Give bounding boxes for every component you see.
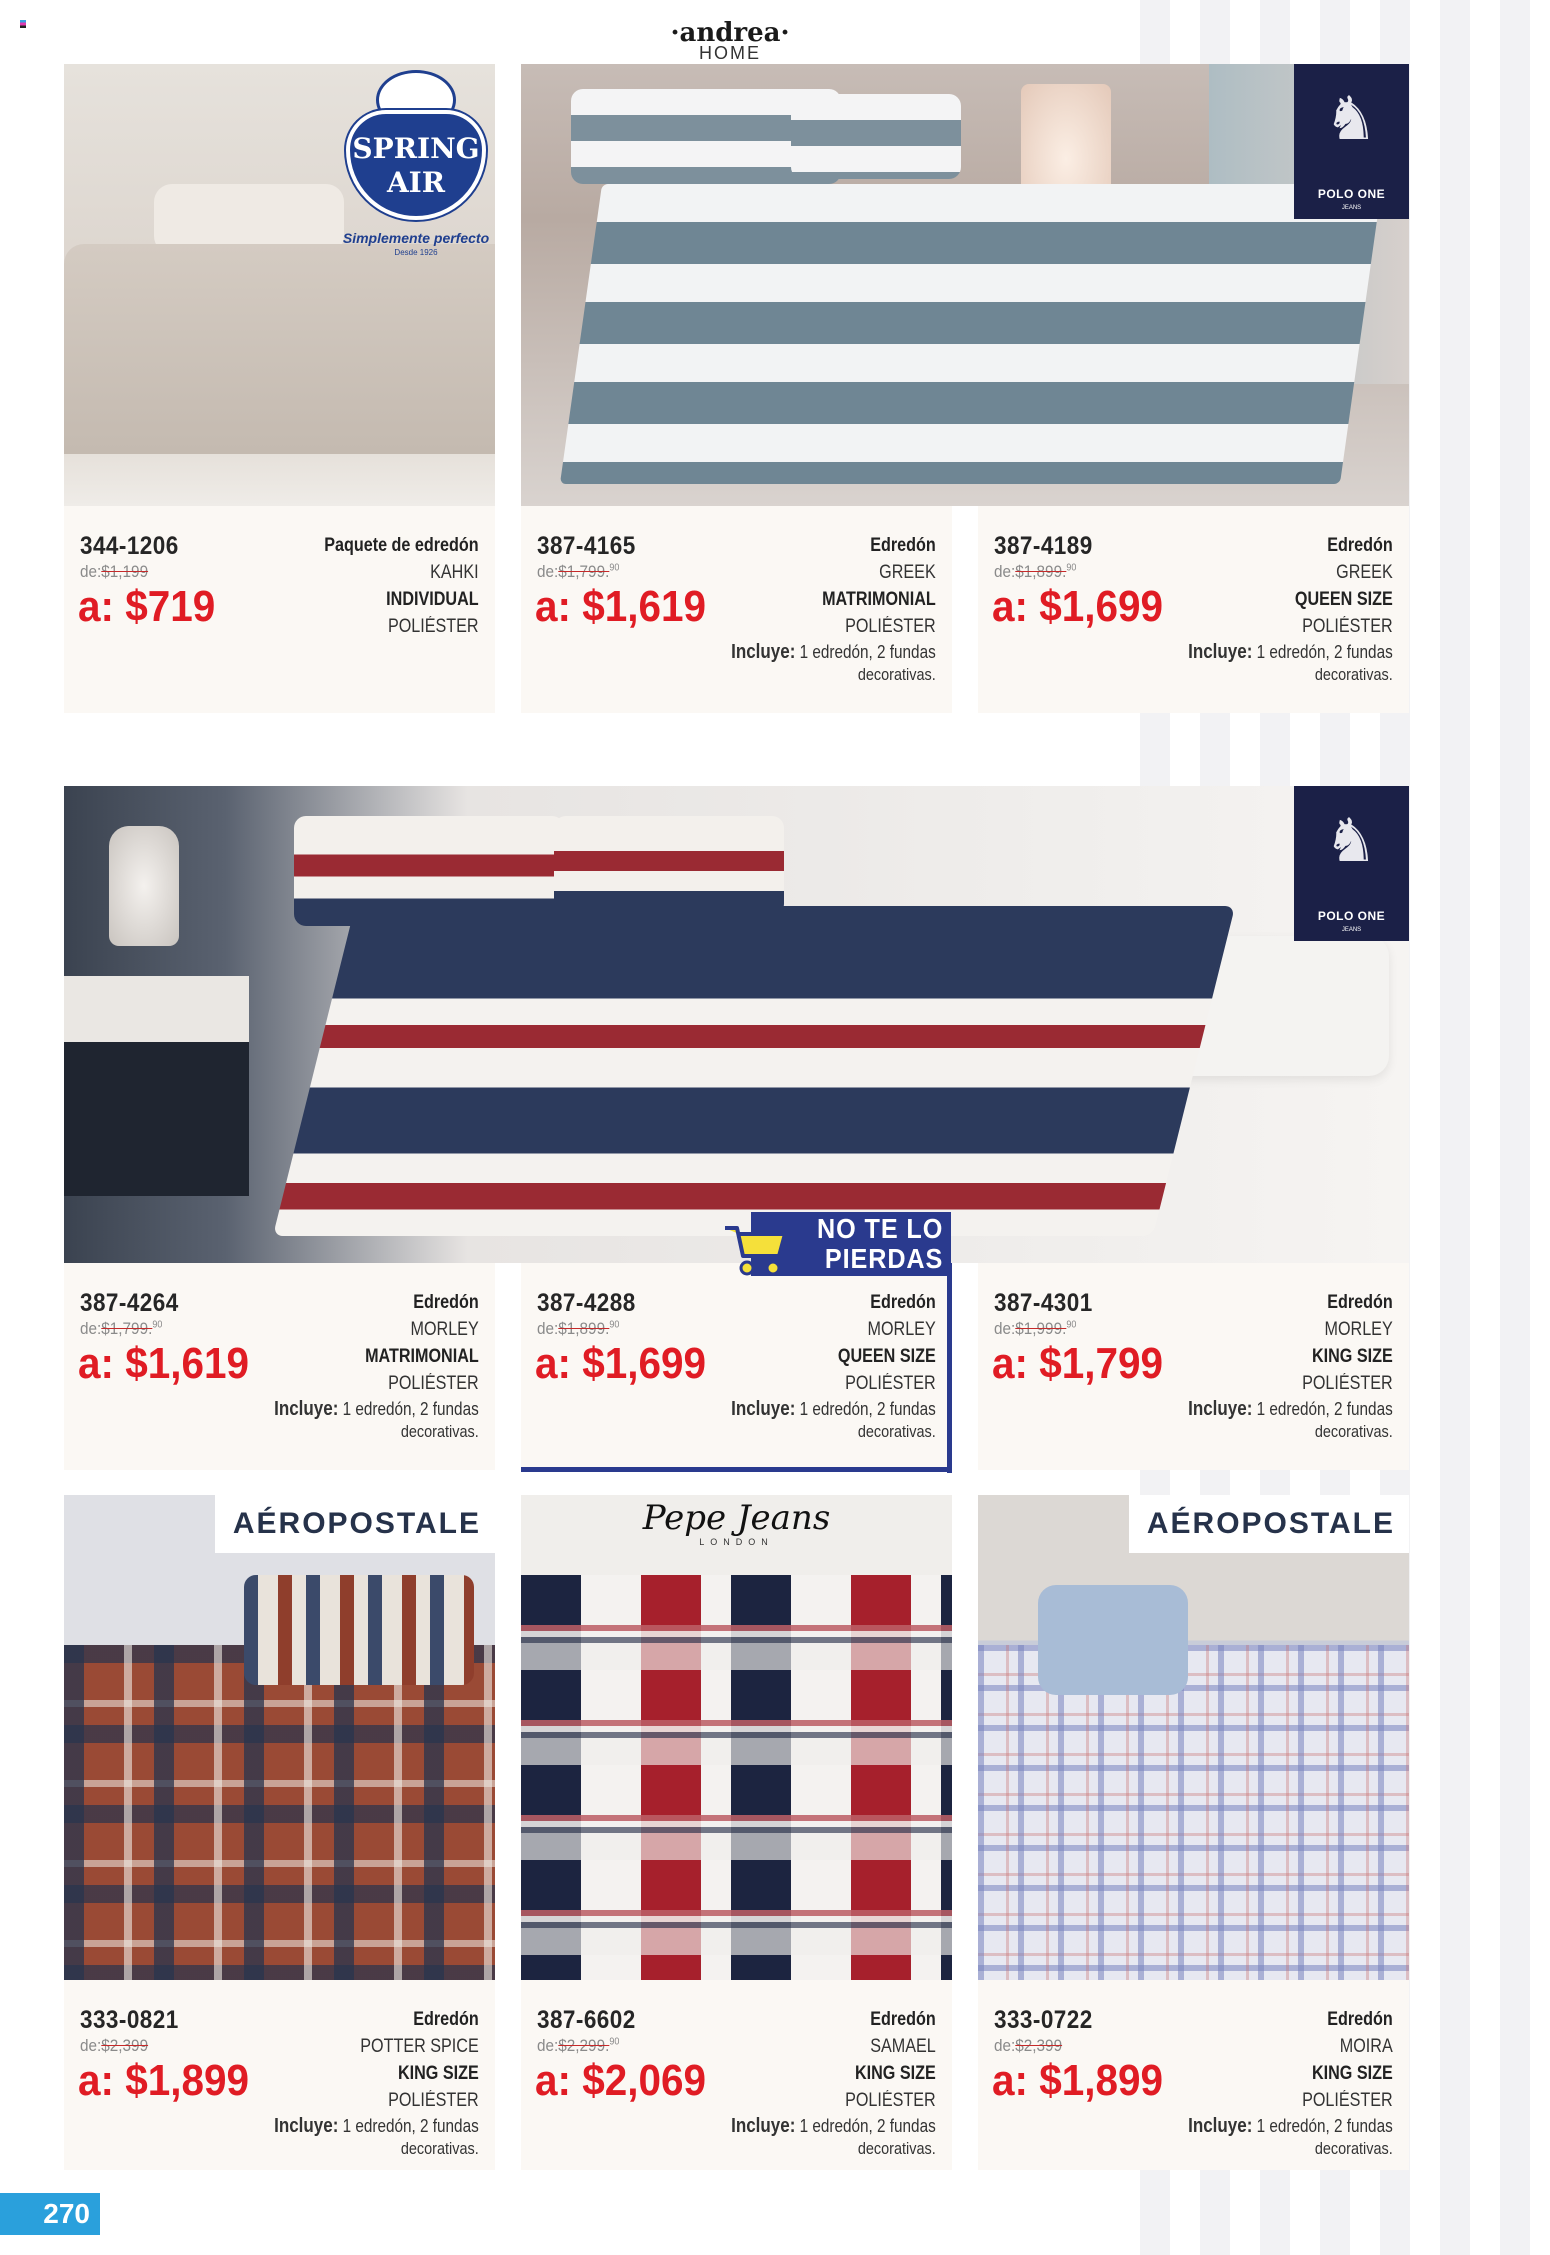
sale-price: a: $1,619 bbox=[535, 582, 707, 631]
polo-horse-icon: ♞ bbox=[1324, 807, 1378, 874]
original-price: de:$1,199 bbox=[80, 562, 149, 581]
original-price: de:$2,399 bbox=[80, 2036, 149, 2055]
sale-price: a: $2,069 bbox=[535, 2056, 707, 2105]
original-price: de:$1,999.90 bbox=[994, 1319, 1077, 1338]
product-sku: 387-4301 bbox=[994, 1289, 1093, 1317]
pillow-shape bbox=[791, 94, 961, 179]
sale-price: a: $719 bbox=[78, 582, 216, 631]
pepe-jeans-name: Pepe Jeans bbox=[642, 1498, 831, 1538]
polo-one-sub: JEANS bbox=[1341, 205, 1362, 211]
sale-price: a: $1,899 bbox=[992, 2056, 1164, 2105]
highlight-border-right bbox=[947, 1263, 952, 1473]
product-description: Edredón SAMAEL KING SIZE POLIÉSTER Incluye: 1 edredón, 2 fundas decorativas. bbox=[731, 2009, 936, 2158]
product-description: Edredón MORLEY KING SIZE POLIÉSTER Incluye: 1 edredón, 2 fundas decorativas. bbox=[1188, 1292, 1393, 1441]
product-card-387-4189[interactable] bbox=[978, 506, 1409, 713]
pepe-jeans-sub: LONDON bbox=[699, 1537, 774, 1547]
patchwork-stripes bbox=[521, 1575, 952, 1980]
lamp-shape bbox=[109, 826, 179, 946]
pillow-shape bbox=[294, 816, 564, 926]
product-image-greek[interactable] bbox=[521, 64, 1409, 506]
pillow-shape bbox=[554, 816, 784, 916]
product-image-moira[interactable] bbox=[978, 1495, 1409, 1980]
product-sku: 333-0821 bbox=[80, 2006, 179, 2034]
sale-price: a: $1,619 bbox=[78, 1339, 250, 1388]
product-image-morley[interactable] bbox=[64, 786, 1409, 1263]
polo-horse-icon: ♞ bbox=[1324, 85, 1378, 152]
product-description: Edredón MOIRA KING SIZE POLIÉSTER Incluye: 1 edredón, 2 fundas decorativas. bbox=[1188, 2009, 1393, 2158]
product-card-344-1206[interactable] bbox=[64, 506, 495, 713]
bedspread-shape bbox=[64, 244, 495, 454]
product-card-333-0722[interactable] bbox=[978, 1980, 1409, 2170]
spring-air-since: Desde 1926 bbox=[394, 248, 438, 257]
aeropostale-logo: AÉROPOSTALE bbox=[215, 1495, 495, 1553]
print-crop-mark bbox=[20, 20, 26, 28]
product-image-samael[interactable] bbox=[521, 1495, 952, 1980]
original-price: de:$2,399 bbox=[994, 2036, 1063, 2055]
aeropostale-logo: AÉROPOSTALE bbox=[1129, 1495, 1409, 1553]
pillow-shape bbox=[1038, 1585, 1188, 1695]
sale-price: a: $1,699 bbox=[992, 582, 1164, 631]
product-description: Paquete de edredón KAHKI INDIVIDUAL POLIÉSTER bbox=[324, 535, 479, 637]
highlight-border-bottom bbox=[521, 1467, 952, 1472]
spring-air-logo bbox=[336, 70, 495, 260]
brand-name: ·andrea· bbox=[670, 18, 790, 48]
polo-one-logo bbox=[1294, 786, 1409, 941]
sale-price: a: $1,899 bbox=[78, 2056, 250, 2105]
polo-one-name: POLO ONE bbox=[1317, 187, 1386, 201]
original-price: de:$1,799.90 bbox=[80, 1319, 163, 1338]
original-price: de:$1,799.90 bbox=[537, 562, 620, 581]
spring-air-tagline: Simplemente perfecto bbox=[342, 230, 490, 246]
plaid-comforter-shape bbox=[978, 1645, 1409, 1980]
andrea-home-logo bbox=[650, 18, 810, 63]
original-price: de:$2,299.90 bbox=[537, 2036, 620, 2055]
sale-price: a: $1,799 bbox=[992, 1339, 1164, 1388]
product-description: Edredón GREEK MATRIMONIAL POLIÉSTER Incluye: 1 edredón, 2 fundas decorativas. bbox=[731, 535, 936, 684]
original-price: de:$1,899.90 bbox=[994, 562, 1077, 581]
product-image-kahki[interactable] bbox=[64, 64, 495, 506]
pepe-jeans-logo bbox=[521, 1499, 952, 1547]
product-sku: 387-4264 bbox=[80, 1289, 179, 1317]
spring-air-word2: AIR bbox=[386, 166, 446, 199]
product-card-387-4288[interactable] bbox=[521, 1263, 952, 1470]
product-sku: 387-4165 bbox=[537, 532, 636, 560]
no-te-lo-pierdas-badge bbox=[751, 1212, 951, 1276]
product-card-333-0821[interactable] bbox=[64, 1980, 495, 2170]
product-image-potter-spice[interactable] bbox=[64, 1495, 495, 1980]
heart-shape bbox=[346, 110, 486, 220]
product-sku: 333-0722 bbox=[994, 2006, 1093, 2034]
product-card-387-4264[interactable] bbox=[64, 1263, 495, 1470]
product-card-387-6602[interactable] bbox=[521, 1980, 952, 2170]
striped-comforter-shape bbox=[273, 906, 1235, 1236]
sale-price: a: $1,699 bbox=[535, 1339, 707, 1388]
striped-comforter-shape bbox=[560, 184, 1382, 484]
product-description: Edredón MORLEY MATRIMONIAL POLIÉSTER Incluye: 1 edredón, 2 fundas decorativas. bbox=[274, 1292, 479, 1441]
page-number: 270 bbox=[0, 2193, 100, 2235]
spring-air-word1: SPRING bbox=[352, 132, 480, 165]
shopping-cart-icon bbox=[721, 1220, 791, 1280]
product-sku: 344-1206 bbox=[80, 532, 179, 560]
brand-sub: HOME bbox=[699, 43, 761, 63]
plaid-comforter-shape bbox=[64, 1645, 495, 1980]
product-description: Edredón POTTER SPICE KING SIZE POLIÉSTER Incluye: 1 edredón, 2 fundas decorativas. bbox=[274, 2009, 479, 2158]
polo-one-logo bbox=[1294, 64, 1409, 219]
product-description: Edredón MORLEY QUEEN SIZE POLIÉSTER Incluye: 1 edredón, 2 fundas decorativas. bbox=[731, 1292, 936, 1441]
polo-one-sub: JEANS bbox=[1341, 927, 1362, 933]
product-sku: 387-6602 bbox=[537, 2006, 636, 2034]
badge-label: NO TE LO PIERDAS bbox=[816, 1213, 943, 1274]
pillow-shape bbox=[244, 1575, 474, 1685]
product-card-387-4165[interactable] bbox=[521, 506, 952, 713]
product-description: Edredón GREEK QUEEN SIZE POLIÉSTER Incluye: 1 edredón, 2 fundas decorativas. bbox=[1188, 535, 1393, 684]
nightstand-shape bbox=[64, 976, 249, 1196]
product-sku: 387-4189 bbox=[994, 532, 1093, 560]
product-card-387-4301[interactable] bbox=[978, 1263, 1409, 1470]
original-price: de:$1,899.90 bbox=[537, 1319, 620, 1338]
polo-one-name: POLO ONE bbox=[1317, 909, 1386, 923]
product-sku: 387-4288 bbox=[537, 1289, 636, 1317]
